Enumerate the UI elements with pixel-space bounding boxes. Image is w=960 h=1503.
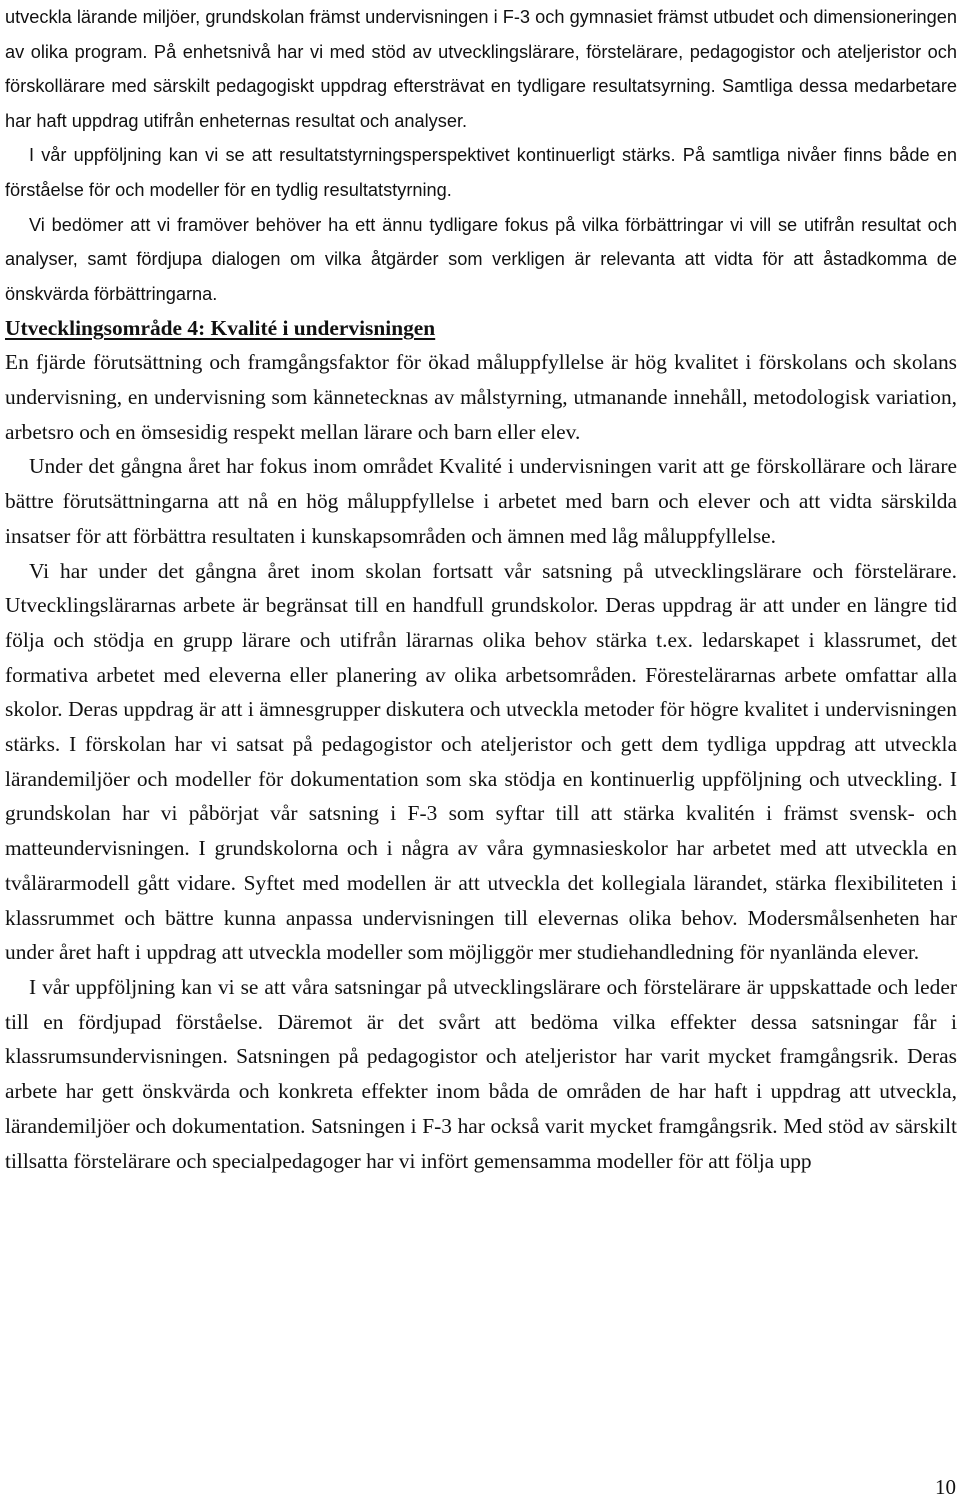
intro-paragraph-1: utveckla lärande miljöer, grundskolan främst undervisningen i F-3 och gymnasiet främst utbudet och dimensioneringen av olika program. På enhetsnivå har vi med stöd av utvecklingslärare, förstelärare, pedagogistor och ateljeristor och förskollärare med särskilt pedagogiskt uppdrag eftersträvat en tydligare resultatsyrning. Samtliga dessa medarbetare har haft uppdrag utifrån enheternas resultat och analyser. bbox=[5, 7, 957, 131]
intro-paragraph-3: Vi bedömer att vi framöver behöver ha ett ännu tydligare fokus på vilka förbättringar vi vill se utifrån resultat och analyser, samt fördjupa dialogen om vilka åtgärder som verkligen är relevanta att vidta för att åstadkomma de önskvärda förbättringarna. bbox=[5, 214, 957, 304]
intro-paragraph-2: I vår uppföljning kan vi se att resultatstyrningsperspektivet kontinuerligt stärks. På samtliga nivåer finns både en förståelse för och modeller för en tydlig resultatstyrning. bbox=[5, 145, 957, 200]
page-number: 10 bbox=[935, 1475, 956, 1499]
section-paragraph-3: Vi har under det gångna året inom skolan fortsatt vår satsning på utvecklingslärare och förstelärare. Utvecklingslärarnas arbete är begränsat till en handfull grundskolor. Deras uppdrag är att under en längre tid följa och stödja en grupp lärare och utifrån lärarnas olika behov stärka t.ex. ledarskapet i klassrumet, det formativa arbetet med eleverna eller planering av olika arbetsområden. Förestelärarnas arbete omfattar alla skolor. Deras uppdrag är att i ämnesgrupper diskutera och utveckla metoder för högre kvalitet i undervisningen stärks. I förskolan har vi satsat på pedagogistor och ateljeristor och gett dem tydliga uppdrag att utveckla lärandemiljöer och modeller för dokumentation som ska stödja en kontinuerlig uppföljning och utveckling. I grundskolan har vi påbörjat vår satsning i F-3 som syftar till att stärka kvalitén i främst svensk- och matteundervisningen. I grundskolorna och i några av våra gymnasieskolor har arbetet med att utveckla en tvålärarmodell gått vidare. Syftet med modellen är att utveckla det kollegiala lärandet, stärka flexibiliteten i klassrummet och bättre kunna anpassa undervisningen till elevernas olika behov. Modersmålsenheten har under året haft i uppdrag att utveckla modeller som möjliggör mer studiehandledning för nyanlända elever. bbox=[5, 558, 957, 965]
section-heading: Utvecklingsområde 4: Kvalité i undervisningen bbox=[5, 316, 436, 341]
section-paragraph-4: I vår uppföljning kan vi se att våra satsningar på utvecklingslärare och förstelärare är uppskattade och leder till en fördjupad förståelse. Däremot är det svårt att bedöma vilka effekter dessa satsningar får i klassrumsundervisningen. Satsningen på pedagogistor och ateljeristor har varit mycket framgångsrik. Deras arbete har gett önskvärda och konkreta effekter inom båda de områden de har haft i uppdrag att utveckla, lärandemiljöer och dokumentation. Satsningen i F-3 har också varit mycket framgångsrik. Med stöd av särskilt tillsatta förstelärare och specialpedagoger har vi infört gemensamma modeller för att följa upp bbox=[5, 975, 957, 1173]
section-paragraph-2: Under det gångna året har fokus inom området Kvalité i undervisningen varit att ge förskollärare och lärare bättre förutsättningarna att nå en hög måluppfyllelse i arbetet med barn och elever och att vidta särskilda insatser för att förbättra resultaten i kunskapsområden och ämnen med låg måluppfyllelse. bbox=[5, 454, 957, 548]
document-page bbox=[5, 0, 957, 1178]
section-paragraph-1: En fjärde förutsättning och framgångsfaktor för ökad måluppfyllelse är hög kvalitet i förskolans och skolans undervisning, en undervisning som kännetecknas av målstyrning, utmanande innehåll, metodologisk variation, arbetsro och en ömsesidig respekt mellan lärare och barn eller elev. bbox=[5, 350, 957, 444]
